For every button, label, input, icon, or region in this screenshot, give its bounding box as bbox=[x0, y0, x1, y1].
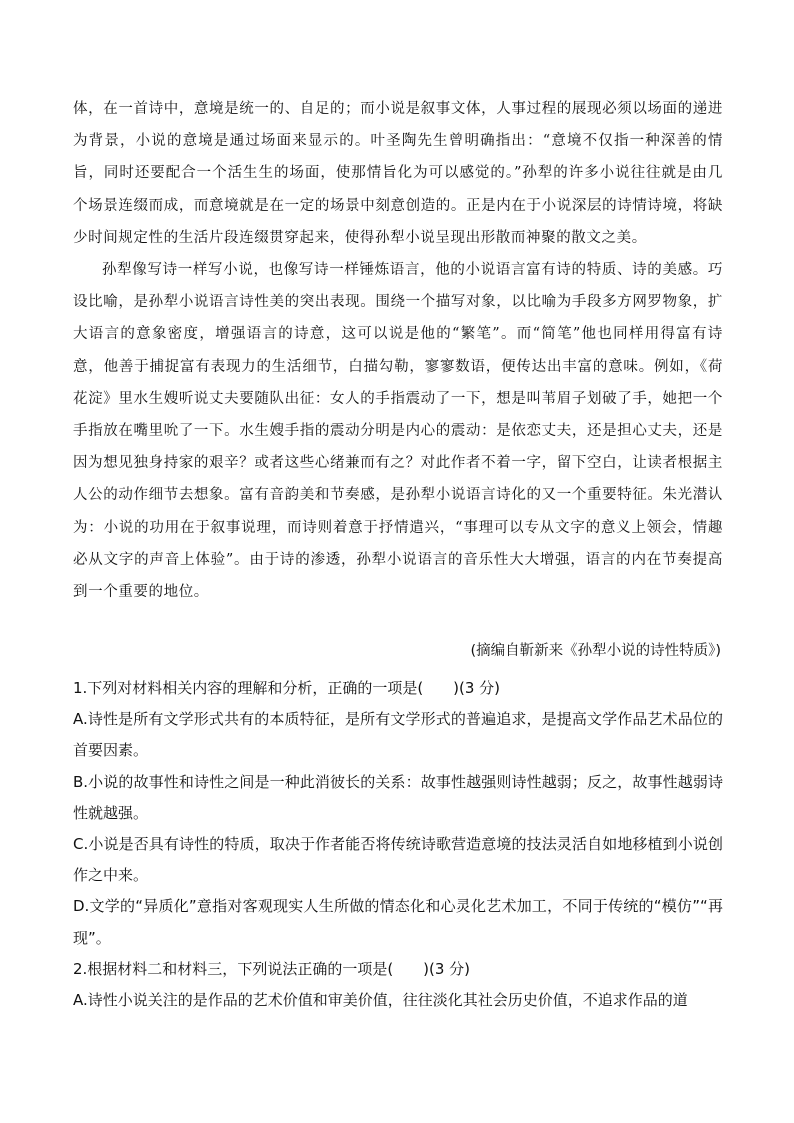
question-1-option-a: A.诗性是所有文学形式共有的本质特征，是所有文学形式的普遍追求，是提高文学作品艺术品位的首要因素。 bbox=[73, 710, 723, 760]
question-1-option-b: B.小说的故事性和诗性之间是一种此消彼长的关系：故事性越强则诗性越弱；反之，故事性越弱诗性就越强。 bbox=[73, 772, 723, 822]
question-2-stem: 2.根据材料二和材料三，下列说法正确的一项是( )(3 分) bbox=[73, 959, 471, 978]
passage-text bbox=[73, 93, 723, 608]
question-1-option-d: D.文学的“异质化”意指对客观现实人生所做的情态化和心灵化艺术加工，不同于传统的“模仿”“再现”。 bbox=[73, 897, 723, 947]
questions-section bbox=[73, 673, 723, 1016]
question-1-option-c: C.小说是否具有诗性的特质，取决于作者能否将传统诗歌营造意境的技法灵活自如地移植到小说创作之中来。 bbox=[73, 835, 723, 885]
passage-paragraph-2: 孙犁像写诗一样写小说，也像写诗一样锤炼语言，他的小说语言富有诗的特质、诗的美感。巧设比喻，是孙犁小说语言诗性美的突出表现。围绕一个描写对象，以比喻为手段多方网罗物象，扩大语言的意象密度，增强语言的诗意，这可以说是他的“繁笔”。而“简笔”他也同样用得富有诗意，他善于捕捉富有表现力的生活细节，白描勾勒，寥寥数语，便传达出丰富的意味。例如，《荷花淀》里水生嫂听说丈夫要随队出征：女人的手指震动了一下，想是叫苇眉子划破了手，她把一个手指放在嘴里吮了一下。水生嫂手指的震动分明是内心的震动：是依恋丈夫，还是担心丈夫，还是因为想见独身持家的艰辛？或者这些心绪兼而有之？对此作者不着一字，留下空白，让读者根据主人公的动作细节去想象。富有音韵美和节奏感，是孙犁小说语言诗化的又一个重要特征。朱光潜认为：小说的功用在于叙事说理，而诗则着意于抒情遣兴，“事理可以专从文字的意义上领会，情趣必从文字的声音上体验”。由于诗的渗透，孙犁小说语言的音乐性大大增强，语言的内在节奏提高到一个重要的地位。 bbox=[73, 262, 723, 601]
question-1-stem: 1.下列对材料相关内容的理解和分析，正确的一项是( )(3 分) bbox=[73, 679, 501, 697]
passage-source: (摘编自靳新来《孙犁小说的诗性特质》) bbox=[470, 643, 721, 659]
passage-paragraph-1: 体，在一首诗中，意境是统一的、自足的；而小说是叙事文体，人事过程的展现必须以场面的递进为背景，小说的意境是通过场面来显示的。叶圣陶先生曾明确指出：“意境不仅指一种深善的情旨，同时还要配合一个活生生的场面，使那情旨化为可以感觉的。”孙犁的许多小说往往就是由几个场景连缀而成，而意境就是在一定的场景中刻意创造的。正是内在于小说深层的诗情诗境，将缺少时间规定性的生活片段连缀贯穿起来，使得孙犁小说呈现出形散而神聚的散文之美。 bbox=[73, 101, 723, 246]
question-2-option-a: A.诗性小说关注的是作品的艺术价值和审美价值，往往淡化其社会历史价值，不追求作品的道 bbox=[73, 991, 688, 1010]
